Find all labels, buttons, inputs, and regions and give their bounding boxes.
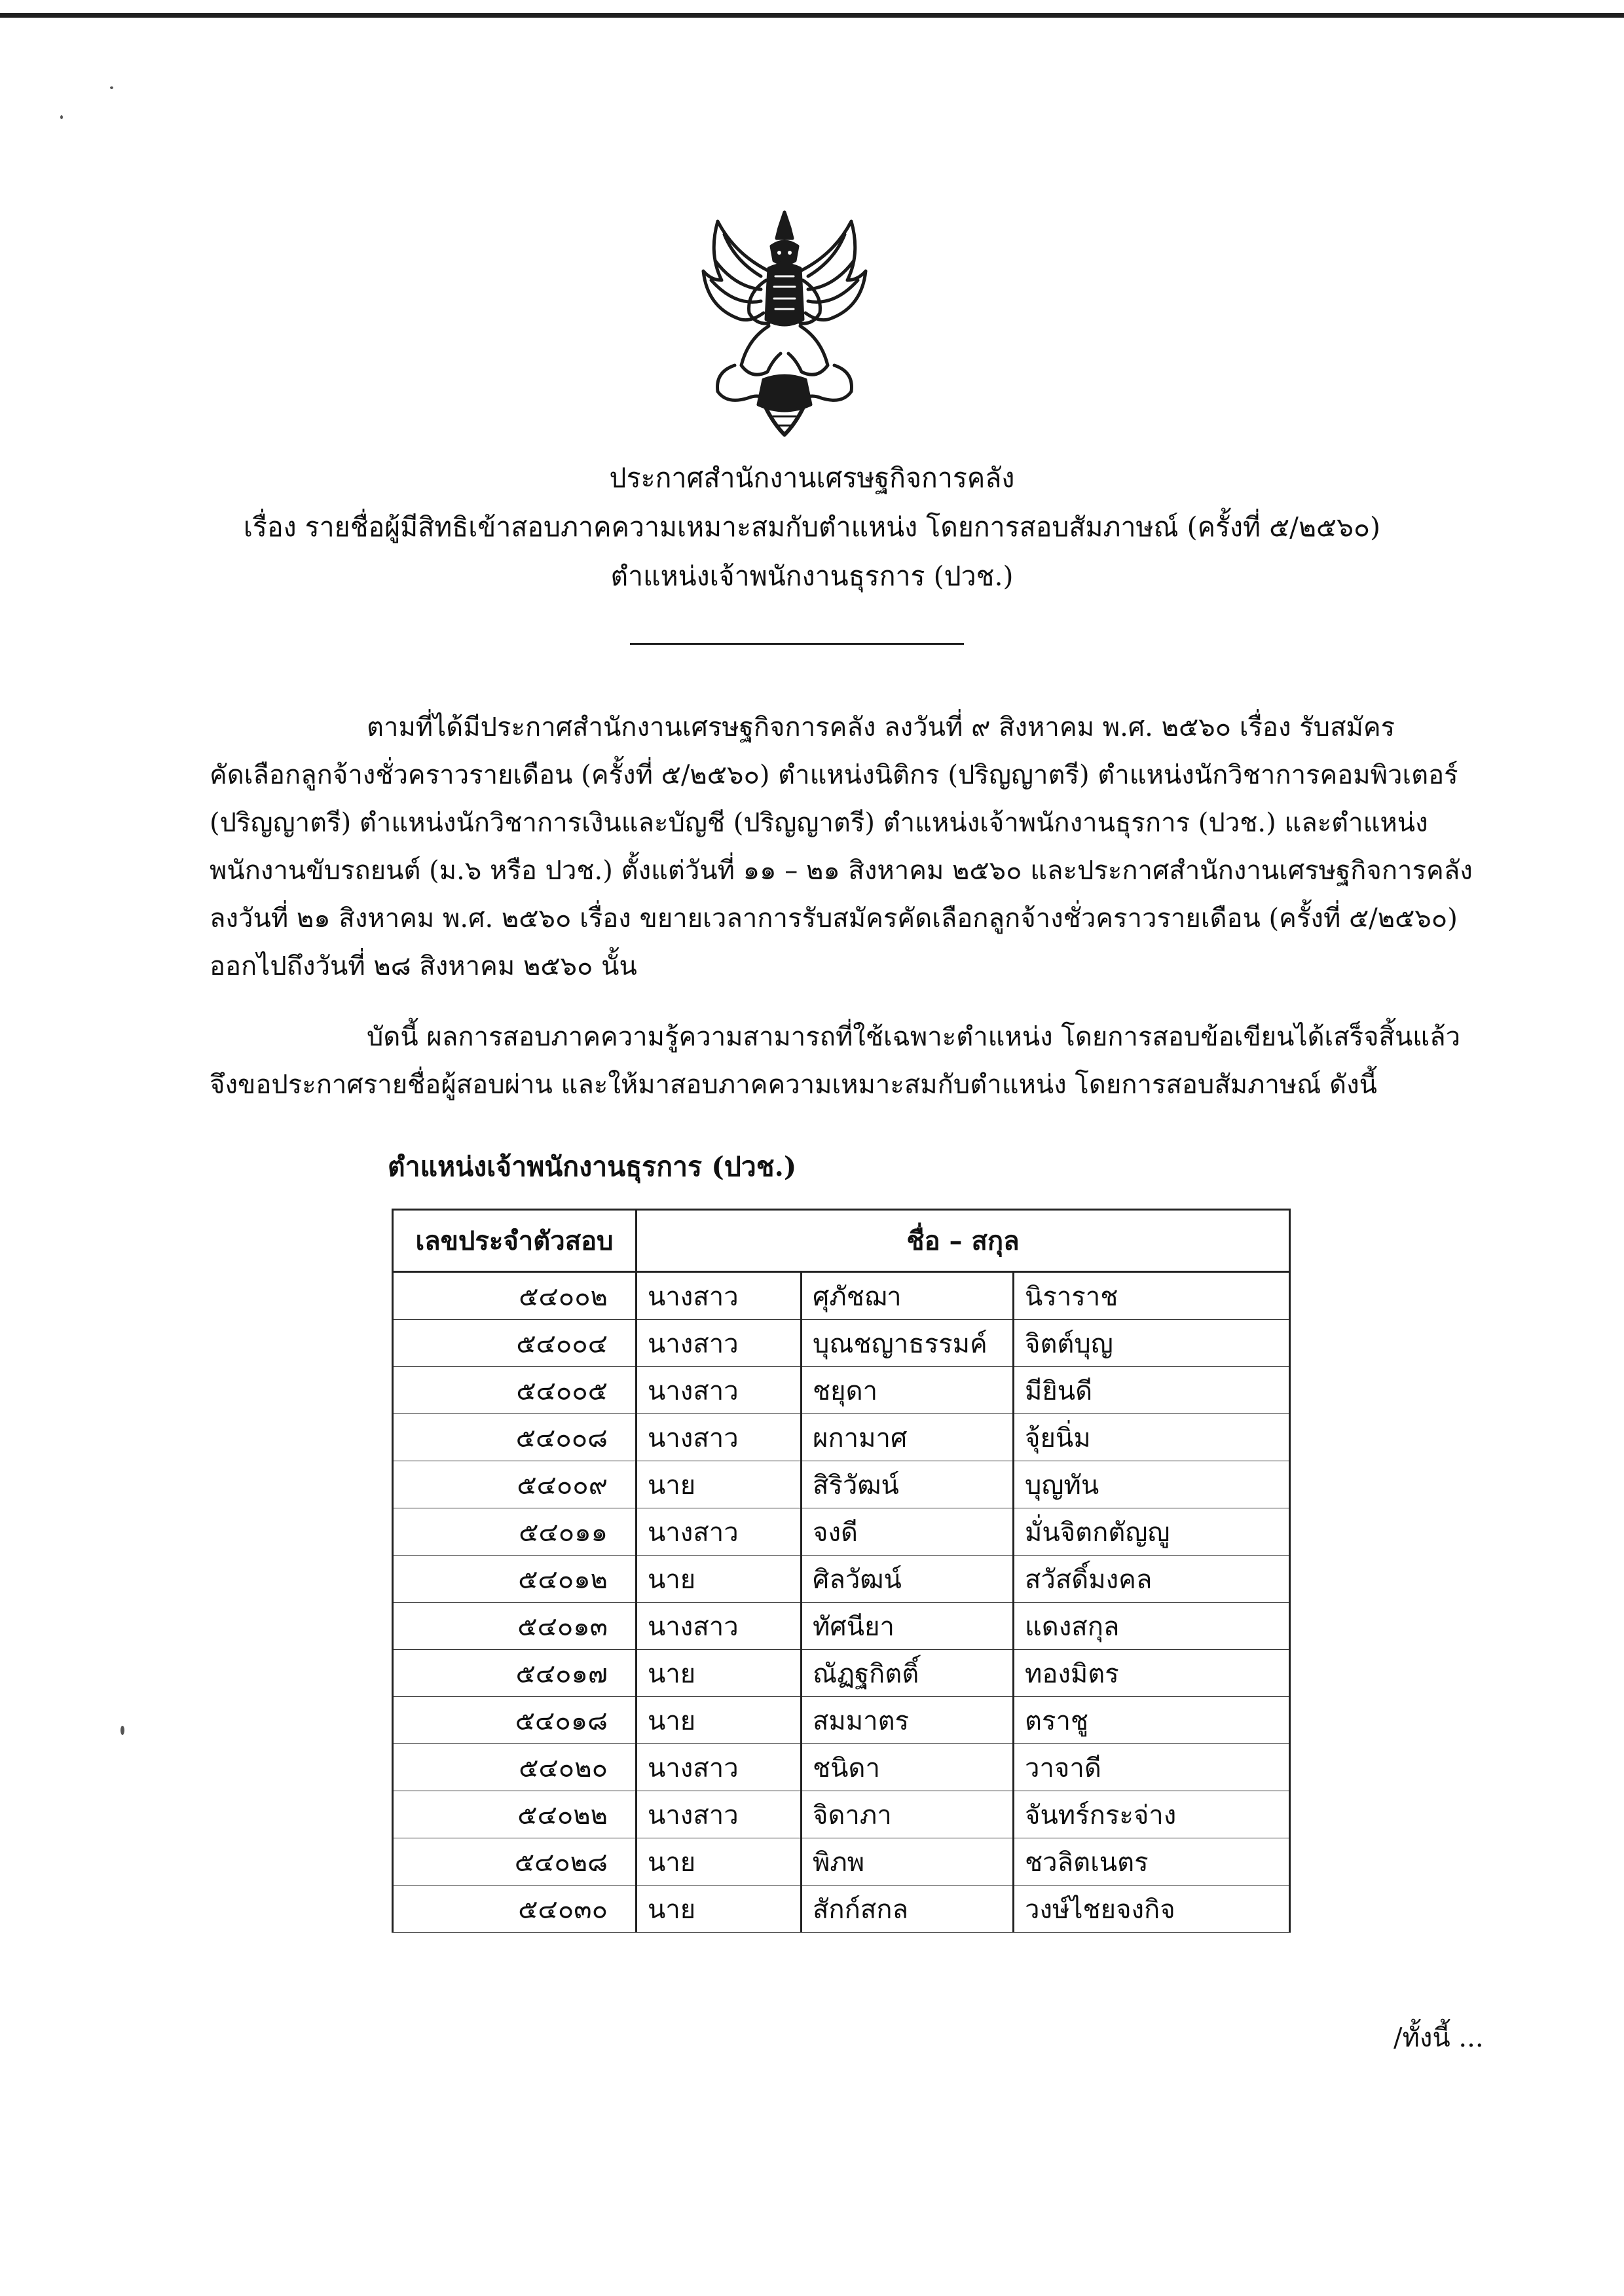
exam-id-cell: ๕๔๐๓๐ bbox=[393, 1886, 637, 1933]
paragraph-background bbox=[210, 704, 1473, 991]
section-title: ตำแหน่งเจ้าพนักงานธุรการ (ปวช.) bbox=[388, 1151, 797, 1182]
first-name-cell: พิภพ bbox=[802, 1838, 1014, 1886]
paragraph-announcement bbox=[210, 1013, 1461, 1109]
first-name-cell: สิริวัฒน์ bbox=[802, 1461, 1014, 1508]
first-name-cell: จงดี bbox=[802, 1508, 1014, 1556]
paragraph-line: พนักงานขับรถยนต์ (ม.๖ หรือ ปวช.) ตั้งแต่วันที่ ๑๑ – ๒๑ สิงหาคม ๒๕๖๐ และประกาศสำนักงานเศรษฐกิจการคลัง bbox=[210, 856, 1473, 886]
title-cell: นาย bbox=[637, 1697, 802, 1744]
last-name-cell: วาจาดี bbox=[1014, 1744, 1290, 1791]
paragraph-line: ลงวันที่ ๒๑ สิงหาคม พ.ศ. ๒๕๖๐ เรื่อง ขยายเวลาการรับสมัครคัดเลือกลูกจ้างชั่วคราวรายเดือน (ครั้งที่ ๕/๒๕๖๐) bbox=[210, 903, 1458, 934]
title-cell: นาย bbox=[637, 1461, 802, 1508]
title-cell: นาย bbox=[637, 1838, 802, 1886]
exam-id-cell: ๕๔๐๑๒ bbox=[393, 1556, 637, 1603]
exam-id-cell: ๕๔๐๐๕ bbox=[393, 1367, 637, 1414]
top-border-line bbox=[0, 13, 1624, 18]
title-cell: นาย bbox=[637, 1650, 802, 1697]
paragraph-line: จึงขอประกาศรายชื่อผู้สอบผ่าน และให้มาสอบภาคความเหมาะสมกับตำแหน่ง โดยการสอบสัมภาษณ์ ดังนี้ bbox=[210, 1070, 1377, 1100]
table-row bbox=[393, 1650, 1290, 1697]
last-name-cell: นิราราช bbox=[1014, 1272, 1290, 1320]
exam-id-cell: ๕๔๐๐๒ bbox=[393, 1272, 637, 1320]
table-row bbox=[393, 1414, 1290, 1461]
last-name-cell: ทองมิตร bbox=[1014, 1650, 1290, 1697]
table-row bbox=[393, 1461, 1290, 1508]
title-cell: นางสาว bbox=[637, 1508, 802, 1556]
title-cell: นางสาว bbox=[637, 1791, 802, 1838]
paragraph-line: ออกไปถึงวันที่ ๒๘ สิงหาคม ๒๕๖๐ นั้น bbox=[210, 951, 637, 981]
first-name-cell: จิดาภา bbox=[802, 1791, 1014, 1838]
table-row bbox=[393, 1697, 1290, 1744]
table-row bbox=[393, 1272, 1290, 1320]
table-header-row bbox=[393, 1210, 1290, 1272]
table-row bbox=[393, 1838, 1290, 1886]
first-name-cell: ศิลวัฒน์ bbox=[802, 1556, 1014, 1603]
announcement-position: ตำแหน่งเจ้าพนักงานธุรการ (ปวช.) bbox=[610, 560, 1014, 592]
table-row bbox=[393, 1744, 1290, 1791]
last-name-cell: วงษ์ไชยจงกิจ bbox=[1014, 1886, 1290, 1933]
announcement-subject: เรื่อง รายชื่อผู้มีสิทธิเข้าสอบภาคความเหมาะสมกับตำแหน่ง โดยการสอบสัมภาษณ์ (ครั้งที่ ๕/๒๕๖๐) bbox=[243, 511, 1381, 543]
title-cell: นางสาว bbox=[637, 1603, 802, 1650]
title-cell: นาย bbox=[637, 1556, 802, 1603]
first-name-cell: สักก์สกล bbox=[802, 1886, 1014, 1933]
exam-id-cell: ๕๔๐๒๒ bbox=[393, 1791, 637, 1838]
exam-id-cell: ๕๔๐๐๘ bbox=[393, 1414, 637, 1461]
table-row bbox=[393, 1556, 1290, 1603]
scan-speck bbox=[110, 86, 113, 89]
last-name-cell: ชวลิตเนตร bbox=[1014, 1838, 1290, 1886]
last-name-cell: จิตต์บุญ bbox=[1014, 1320, 1290, 1367]
scan-speck bbox=[60, 115, 63, 119]
first-name-cell: สมมาตร bbox=[802, 1697, 1014, 1744]
header-exam-id: เลขประจำตัวสอบ bbox=[393, 1210, 637, 1272]
table-row bbox=[393, 1791, 1290, 1838]
first-name-cell: ทัศนียา bbox=[802, 1603, 1014, 1650]
exam-id-cell: ๕๔๐๒๐ bbox=[393, 1744, 637, 1791]
title-cell: นางสาว bbox=[637, 1320, 802, 1367]
last-name-cell: มียินดี bbox=[1014, 1367, 1290, 1414]
announcement-title: ประกาศสำนักงานเศรษฐกิจการคลัง bbox=[609, 462, 1015, 494]
scan-speck bbox=[120, 1726, 124, 1735]
continuation-note: /ทั้งนี้ ... bbox=[1393, 2023, 1484, 2053]
exam-id-cell: ๕๔๐๑๓ bbox=[393, 1603, 637, 1650]
title-cell: นาย bbox=[637, 1886, 802, 1933]
garuda-emblem-icon bbox=[695, 208, 874, 439]
first-name-cell: ชยุดา bbox=[802, 1367, 1014, 1414]
title-cell: นางสาว bbox=[637, 1744, 802, 1791]
exam-id-cell: ๕๔๐๐๔ bbox=[393, 1320, 637, 1367]
last-name-cell: จุ้ยนิ่ม bbox=[1014, 1414, 1290, 1461]
first-name-cell: ณัฏฐกิตติ์ bbox=[802, 1650, 1014, 1697]
first-name-cell: ชนิดา bbox=[802, 1744, 1014, 1791]
last-name-cell: มั่นจิตกตัญญู bbox=[1014, 1508, 1290, 1556]
table-row bbox=[393, 1886, 1290, 1933]
title-cell: นางสาว bbox=[637, 1414, 802, 1461]
exam-id-cell: ๕๔๐๐๙ bbox=[393, 1461, 637, 1508]
exam-id-cell: ๕๔๐๒๘ bbox=[393, 1838, 637, 1886]
last-name-cell: แดงสกุล bbox=[1014, 1603, 1290, 1650]
table-row bbox=[393, 1320, 1290, 1367]
first-name-cell: ศุภัชฌา bbox=[802, 1272, 1014, 1320]
paragraph-line: ตามที่ได้มีประกาศสำนักงานเศรษฐกิจการคลัง ลงวันที่ ๙ สิงหาคม พ.ศ. ๒๕๖๐ เรื่อง รับสมัคร bbox=[367, 712, 1395, 742]
exam-id-cell: ๕๔๐๑๘ bbox=[393, 1697, 637, 1744]
title-cell: นางสาว bbox=[637, 1367, 802, 1414]
table-row bbox=[393, 1367, 1290, 1414]
paragraph-line: คัดเลือกลูกจ้างชั่วคราวรายเดือน (ครั้งที่ ๕/๒๕๖๐) ตำแหน่งนิติกร (ปริญญาตรี) ตำแหน่งนักวิชาการคอมพิวเตอร์ bbox=[210, 760, 1458, 790]
last-name-cell: จันทร์กระจ่าง bbox=[1014, 1791, 1290, 1838]
exam-id-cell: ๕๔๐๑๗ bbox=[393, 1650, 637, 1697]
heading-underline bbox=[630, 643, 964, 645]
last-name-cell: สวัสดิ์มงคล bbox=[1014, 1556, 1290, 1603]
results-table bbox=[392, 1209, 1291, 1933]
table-row bbox=[393, 1603, 1290, 1650]
title-cell: นางสาว bbox=[637, 1272, 802, 1320]
first-name-cell: ผกามาศ bbox=[802, 1414, 1014, 1461]
paragraph-line: บัดนี้ ผลการสอบภาคความรู้ความสามารถที่ใช้เฉพาะตำแหน่ง โดยการสอบข้อเขียนได้เสร็จสิ้นแล้ว bbox=[367, 1022, 1461, 1052]
first-name-cell: บุณชญาธรรมค์ bbox=[802, 1320, 1014, 1367]
exam-id-cell: ๕๔๐๑๑ bbox=[393, 1508, 637, 1556]
last-name-cell: ตราชู bbox=[1014, 1697, 1290, 1744]
last-name-cell: บุญทัน bbox=[1014, 1461, 1290, 1508]
table-row bbox=[393, 1508, 1290, 1556]
paragraph-line: (ปริญญาตรี) ตำแหน่งนักวิชาการเงินและบัญชี (ปริญญาตรี) ตำแหน่งเจ้าพนักงานธุรการ (ปวช.) และตำแหน่ง bbox=[210, 808, 1428, 838]
header-full-name: ชื่อ – สกุล bbox=[637, 1210, 1290, 1272]
